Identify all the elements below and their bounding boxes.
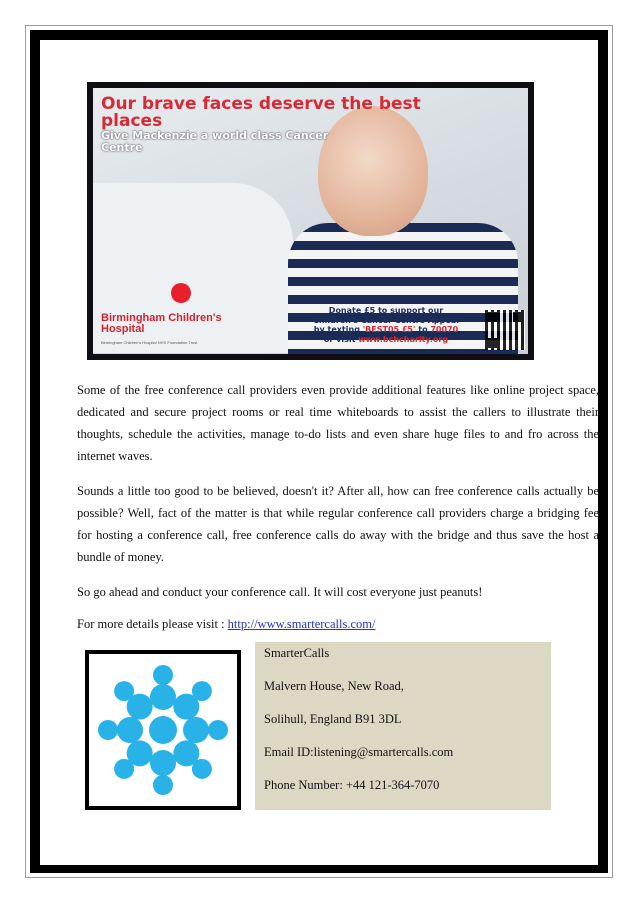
- qr-code-icon: [485, 310, 525, 350]
- paragraph-cost: Sounds a little too good to be believed, doesn't it? After all, how can free conference calls actually be possible? Well, fact of the matter is that while regular conference call providers charge a bridging fee for hosting a conference call, free conference calls do away with the bridge and thus save the host a bundle of money.: [77, 484, 599, 564]
- smartercalls-link[interactable]: http://www.smartercalls.com/: [227, 617, 376, 631]
- details-prefix: For more details please visit :: [77, 617, 228, 631]
- paragraph-details: [77, 613, 599, 635]
- contact-address-2: Solihull, England B91 3DL: [264, 712, 402, 726]
- poster-headline: Our brave faces deserve the best places: [101, 94, 421, 131]
- paragraph-peanuts: So go ahead and conduct your conference call. It will cost everyone just peanuts!: [77, 585, 483, 599]
- balloon-icon: [171, 283, 191, 303]
- paragraph-features: Some of the free conference call providers even provide additional features like online project space, dedicated and secure project rooms or real time whiteboards to assist the callers to illustrate their thoughts, schedule the activities, manage to-do lists and even share huge files to and fro across the internet waves.: [77, 383, 599, 463]
- donate-line-3: by texting 'BEST05 £5' to 70070: [313, 325, 459, 334]
- donate-line-2: Children's Cancer Centre Appeal: [313, 315, 459, 325]
- donate-site: www.bchcharity.org: [358, 334, 449, 344]
- company-logo-frame: [85, 650, 241, 810]
- donate-number: 70070: [430, 325, 459, 334]
- contact-address-1: Malvern House, New Road,: [264, 679, 404, 693]
- donate-code: 'BEST05 £5': [362, 325, 416, 334]
- donate-line-1: Donate £5 to support our: [328, 306, 444, 315]
- poster-image: [93, 88, 528, 354]
- charity-poster: [87, 82, 534, 360]
- donate-line-4: or visit www.bchcharity.org: [323, 334, 449, 344]
- contact-email: Email ID:listening@smartercalls.com: [264, 745, 454, 759]
- hospital-tagline: Birmingham Children's Hospital NHS Foundation Trust: [101, 340, 198, 345]
- contact-card: [255, 642, 551, 810]
- donate-text: [281, 306, 491, 344]
- contact-phone: Phone Number: +44 121-364-7070: [264, 778, 440, 792]
- smartercalls-flower-logo-icon: [89, 654, 237, 806]
- contact-company: SmarterCalls: [264, 646, 330, 660]
- hospital-name: Birmingham Children's Hospital: [101, 312, 222, 335]
- poster-subhead: Give Mackenzie a world class Cancer Centre: [101, 129, 329, 154]
- document-page: [40, 40, 598, 865]
